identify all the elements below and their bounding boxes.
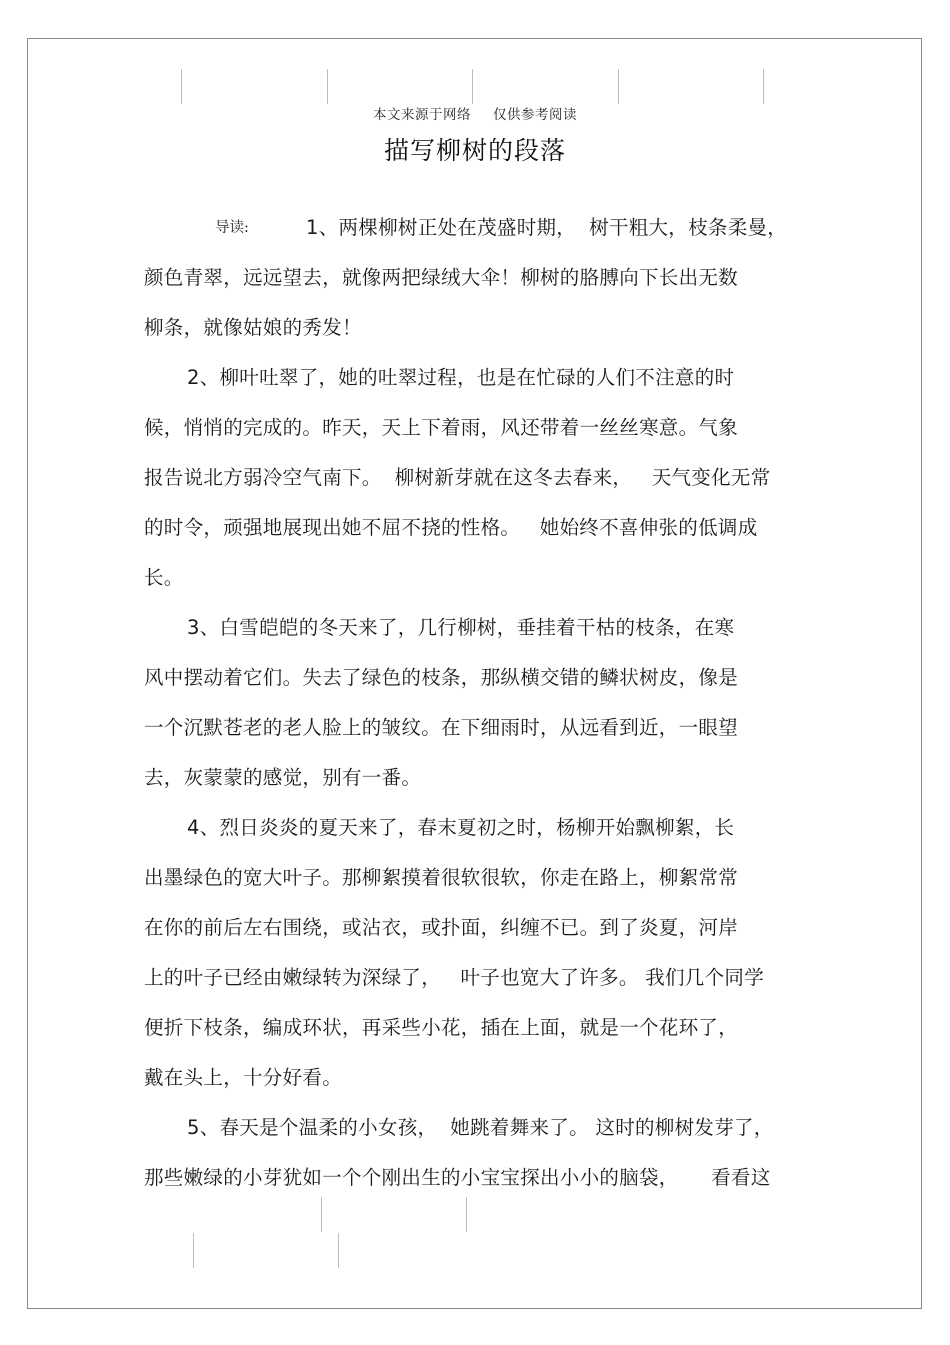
intro-label: 导读: bbox=[215, 220, 249, 236]
paragraph-line: 戴在头上，十分好看。 bbox=[144, 1066, 343, 1089]
paragraph-line: 一个沉默苍老的老人脸上的皱纹。在下细雨时，从远看到近，一眼望 bbox=[144, 716, 739, 739]
paragraph-line: 在你的前后左右围绕，或沾衣，或扑面，纠缠不已。到了炎夏，河岸 bbox=[144, 916, 739, 939]
paragraph-line: 报告说北方弱冷空气南下。 柳树新芽就在这冬去春来， 天气变化无常 bbox=[144, 466, 771, 489]
scan-mark bbox=[472, 69, 473, 104]
scan-mark bbox=[466, 1197, 467, 1232]
paragraph-line: 2、柳叶吐翠了，她的吐翠过程，也是在忙碌的人们不注意的时 bbox=[187, 366, 735, 389]
paragraph-line: 的时令，顽强地展现出她不屈不挠的性格。 她始终不喜伸张的低调成 bbox=[144, 516, 758, 539]
paragraph-line: 柳条，就像姑娘的秀发！ bbox=[144, 316, 362, 339]
scan-mark bbox=[618, 69, 619, 104]
paragraph-line: 4、烈日炎炎的夏天来了，春末夏初之时，杨柳开始飘柳絮，长 bbox=[187, 816, 735, 839]
scan-mark bbox=[763, 69, 764, 104]
paragraph-line: 候，悄悄的完成的。昨天，天上下着雨，风还带着一丝丝寒意。气象 bbox=[144, 416, 739, 439]
paragraph-line: 5、春天是个温柔的小女孩， 她跳着舞来了。 这时的柳树发芽了， bbox=[187, 1116, 774, 1139]
scan-mark bbox=[327, 69, 328, 104]
header-note bbox=[0, 103, 950, 123]
paragraph-line: 3、白雪皑皑的冬天来了，几行柳树，垂挂着干枯的枝条，在寒 bbox=[187, 616, 735, 639]
paragraph-line: 去，灰蒙蒙的感觉，别有一番。 bbox=[144, 766, 422, 789]
paragraph-line: 风中摆动着它们。失去了绿色的枝条，那纵横交错的鳞状树皮，像是 bbox=[144, 666, 739, 689]
paragraph-line: 出墨绿色的宽大叶子。那柳絮摸着很软很软，你走在路上，柳絮常常 bbox=[144, 866, 739, 889]
scan-mark bbox=[181, 69, 182, 104]
page-title: 描写柳树的段落 bbox=[383, 136, 566, 165]
paragraph-line: 便折下枝条，编成环状，再采些小花，插在上面，就是一个花环了， bbox=[144, 1016, 739, 1039]
scan-mark bbox=[193, 1233, 194, 1268]
paragraph-line: 上的叶子已经由嫩绿转为深绿了， 叶子也宽大了许多。 我们几个同学 bbox=[144, 966, 764, 989]
paragraph-line: 颜色青翠，远远望去，就像两把绿绒大伞！柳树的胳膊向下长出无数 bbox=[144, 266, 739, 289]
scan-mark bbox=[321, 1197, 322, 1232]
source-note: 本文来源于网络 bbox=[373, 107, 471, 123]
scan-mark bbox=[338, 1233, 339, 1268]
paragraph-line: 那些嫩绿的小芽犹如一个个刚出生的小宝宝探出小小的脑袋， 看看这 bbox=[144, 1166, 771, 1189]
reference-note: 仅供参考阅读 bbox=[493, 107, 577, 123]
paragraph-line: 长。 bbox=[144, 566, 184, 589]
paragraph-line: 1、两棵柳树正处在茂盛时期， 树干粗大，枝条柔曼， bbox=[306, 216, 788, 239]
